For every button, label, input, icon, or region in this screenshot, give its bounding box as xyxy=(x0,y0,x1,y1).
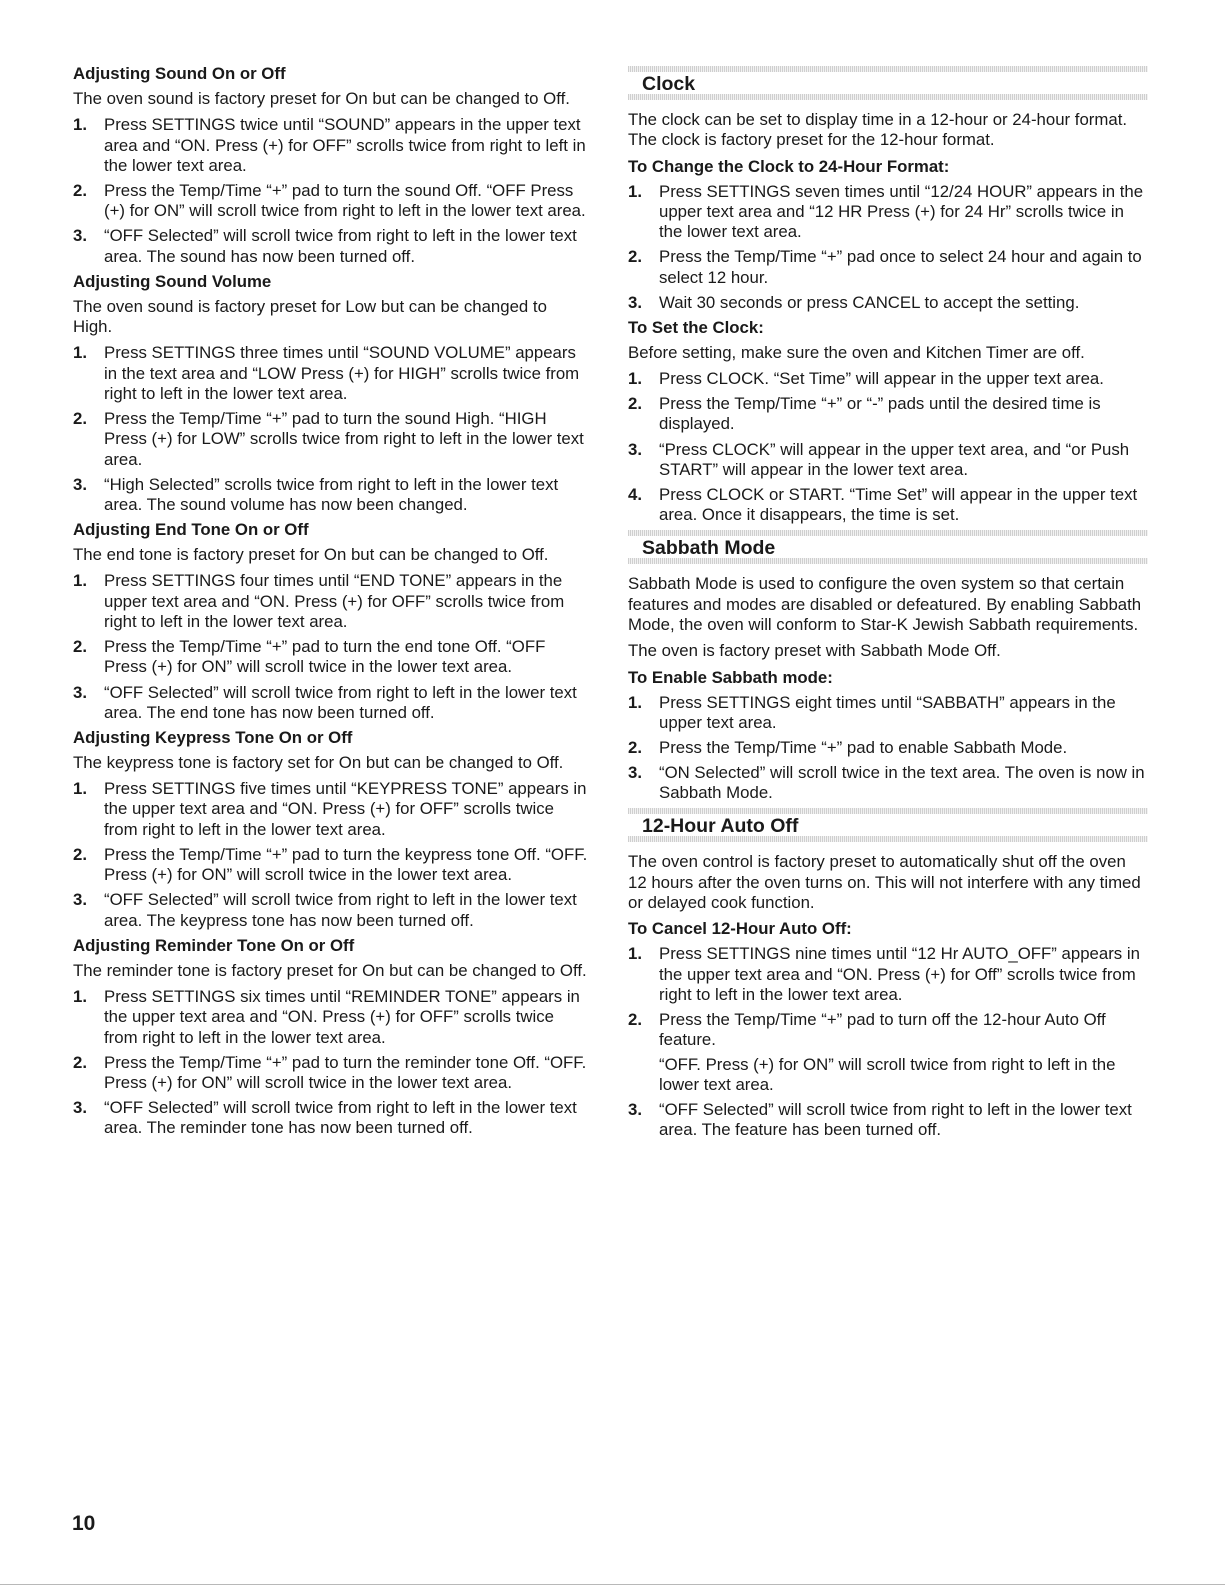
section-reminder-tone xyxy=(73,936,588,1139)
step-number: 3. xyxy=(73,890,87,910)
section-keypress-tone xyxy=(73,728,588,931)
step-list xyxy=(73,779,588,931)
step-text: Press CLOCK or START. “Time Set” will appear in the upper text area. Once it disappears, the time is set. xyxy=(659,484,1138,525)
section-banner xyxy=(628,808,1148,842)
section-heading: Adjusting Reminder Tone On or Off xyxy=(73,935,355,955)
subsection-intro: Before setting, make sure the oven and Kitchen Timer are off. xyxy=(628,342,1085,362)
step-text: Press SETTINGS six times until “REMINDER TONE” appears in the upper text area and “ON. Press (+) for OFF” scrolls twice from right to left in the lower text area. xyxy=(104,986,580,1047)
step-text: Press the Temp/Time “+” pad once to select 24 hour and again to select 12 hour. xyxy=(659,247,1142,287)
step-number: 3. xyxy=(73,474,87,494)
section-auto-off xyxy=(628,808,1148,1140)
section-heading: Adjusting Sound On or Off xyxy=(73,64,286,83)
step-item xyxy=(73,1053,588,1094)
step-number: 3. xyxy=(628,292,642,312)
step-text: Press the Temp/Time “+” pad to enable Sabbath Mode. xyxy=(659,737,1068,757)
step-text: Press the Temp/Time “+” pad to turn the sound Off. “OFF Press (+) for ON” will scroll twice from right to left in the lower text area. xyxy=(104,180,586,221)
section-intro: Sabbath Mode is used to configure the oven system so that certain features and modes are disabled or defeatured. By enabling Sabbath Mode, the oven will conform to Star-K Jewish Sabbath requirements. xyxy=(628,574,1142,634)
step-text: Press the Temp/Time “+” pad to turn off the 12-hour Auto Off feature. xyxy=(659,1009,1106,1050)
section-intro-2: The oven is factory preset with Sabbath Mode Off. xyxy=(628,641,1001,661)
step-number: 2. xyxy=(73,1052,87,1072)
subsection-heading: To Cancel 12-Hour Auto Off: xyxy=(628,919,852,939)
step-item xyxy=(628,1100,1148,1141)
step-text: Press SETTINGS four times until “END TONE” appears in the upper text area and “ON. Press (+) for OFF” scrolls twice from right to left in the lower text area. xyxy=(104,571,565,632)
step-list xyxy=(628,369,1148,525)
step-text: Press SETTINGS twice until “SOUND” appears in the upper text area and “ON. Press (+) for OFF” scrolls twice from right to left in the lower text area. xyxy=(104,115,586,175)
step-text: “Press CLOCK” will appear in the upper text area, and “or Push START” will appear in the lower text area. xyxy=(659,439,1130,479)
step-number: 3. xyxy=(73,226,87,246)
step-text: “OFF Selected” will scroll twice from right to left in the lower text area. The feature has been turned off. xyxy=(659,1099,1132,1140)
step-text: Press SETTINGS three times until “SOUND VOLUME” appears in the text area and “LOW Press (+) for HIGH” scrolls twice from right to left in the lower text area. xyxy=(104,343,580,403)
step-text: “OFF Selected” will scroll twice from right to left in the lower text area. The keypress tone has now been turned off. xyxy=(104,890,577,930)
subsection-heading: To Enable Sabbath mode: xyxy=(628,667,833,687)
section-intro: The keypress tone is factory set for On but can be changed to Off. xyxy=(73,752,564,772)
step-text: Press the Temp/Time “+” pad to turn the sound High. “HIGH Press (+) for LOW” scrolls twice from right to left in the lower text area. xyxy=(104,409,584,469)
section-sound-volume xyxy=(73,272,588,516)
section-intro: The clock can be set to display time in a 12-hour or 24-hour format. The clock is factory preset for the 12-hour format. xyxy=(628,110,1128,150)
step-item xyxy=(628,693,1148,734)
step-text: “OFF Selected” will scroll twice from right to left in the lower text area. The reminder tone has now been turned off. xyxy=(104,1098,577,1138)
section-banner xyxy=(628,66,1148,100)
step-item xyxy=(73,779,588,840)
step-item xyxy=(73,845,588,886)
step-number: 2. xyxy=(73,637,87,657)
step-text: “OFF Selected” will scroll twice from right to left in the lower text area. The end tone has now been turned off. xyxy=(104,682,577,722)
step-text: Press the Temp/Time “+” pad to turn the reminder tone Off. “OFF. Press (+) for ON” will scroll twice in the lower text area. xyxy=(104,1052,587,1092)
section-intro: The oven control is factory preset to automatically shut off the oven 12 hours after the oven turns on. This will not interfere with any timed or delayed cook function. xyxy=(628,852,1141,912)
step-item xyxy=(73,226,588,267)
step-number: 1. xyxy=(73,571,87,591)
step-number: 1. xyxy=(628,181,642,201)
step-item xyxy=(73,409,588,470)
step-list xyxy=(73,115,588,267)
section-heading: Adjusting End Tone On or Off xyxy=(73,520,309,540)
step-item xyxy=(73,637,588,678)
step-number: 1. xyxy=(73,115,87,135)
section-heading: Adjusting Keypress Tone On or Off xyxy=(73,727,353,747)
step-item xyxy=(73,343,588,404)
step-number: 1. xyxy=(73,986,87,1006)
step-item xyxy=(628,293,1148,313)
step-number: 1. xyxy=(628,692,642,712)
step-number: 3. xyxy=(73,1098,87,1118)
step-number: 2. xyxy=(628,1009,642,1029)
step-item xyxy=(73,181,588,222)
step-list xyxy=(628,182,1148,313)
step-text: Press SETTINGS five times until “KEYPRESS TONE” appears in the upper text area and “ON. Press (+) for OFF” scrolls twice from right to left in the lower text area. xyxy=(104,779,587,839)
section-sabbath xyxy=(628,530,1148,803)
page-number: 10 xyxy=(72,1512,96,1535)
section-sound-on-off xyxy=(73,64,588,267)
step-item xyxy=(73,115,588,176)
step-text: Press SETTINGS seven times until “12/24 HOUR” appears in the upper text area and “12 HR Press (+) for 24 Hr” scrolls twice in the lower text area. xyxy=(659,181,1144,242)
step-text: Press the Temp/Time “+” or “-” pads until the desired time is displayed. xyxy=(659,394,1101,434)
section-intro: The end tone is factory preset for On but can be changed to Off. xyxy=(73,545,549,565)
left-column xyxy=(73,64,588,1143)
section-intro: The oven sound is factory preset for Low but can be changed to High. xyxy=(73,296,547,337)
step-item xyxy=(73,683,588,724)
step-text: “High Selected” scrolls twice from right to left in the lower text area. The sound volume has now been changed. xyxy=(104,474,559,515)
step-number: 1. xyxy=(628,944,642,964)
step-number: 2. xyxy=(73,409,87,429)
step-number: 3. xyxy=(628,439,642,459)
step-number: 2. xyxy=(628,737,642,757)
step-item xyxy=(628,182,1148,243)
section-intro: The reminder tone is factory preset for On but can be changed to Off. xyxy=(73,960,587,980)
step-number: 4. xyxy=(628,484,642,504)
subsection-heading: To Change the Clock to 24-Hour Format: xyxy=(628,156,950,176)
section-title: Sabbath Mode xyxy=(642,537,776,560)
step-item xyxy=(73,987,588,1048)
step-text: Press the Temp/Time “+” pad to turn the end tone Off. “OFF Press (+) for ON” will scroll twice in the lower text area. xyxy=(104,637,546,677)
step-text: Press SETTINGS nine times until “12 Hr AUTO_OFF” appears in the upper text area and “ON. Press (+) for Off” scrolls twice from right to left in the lower text area. xyxy=(659,944,1140,1004)
step-item xyxy=(628,394,1148,435)
section-banner xyxy=(628,530,1148,564)
step-list xyxy=(628,693,1148,804)
step-text: Wait 30 seconds or press CANCEL to accept the setting. xyxy=(659,292,1080,312)
step-item xyxy=(628,247,1148,288)
step-number: 2. xyxy=(73,844,87,864)
step-continuation: “OFF. Press (+) for ON” will scroll twice from right to left in the lower text area. xyxy=(659,1054,1116,1094)
step-item xyxy=(73,571,588,632)
section-title: 12-Hour Auto Off xyxy=(642,815,799,838)
step-number: 2. xyxy=(628,394,642,414)
step-item xyxy=(628,944,1148,1005)
step-item xyxy=(628,738,1148,758)
step-list xyxy=(73,343,588,515)
step-item xyxy=(628,1010,1148,1095)
section-heading: Adjusting Sound Volume xyxy=(73,271,272,291)
step-list xyxy=(628,944,1148,1140)
step-text: “OFF Selected” will scroll twice from right to left in the lower text area. The sound has now been turned off. xyxy=(104,226,577,266)
step-text: Press SETTINGS eight times until “SABBATH” appears in the upper text area. xyxy=(659,692,1116,732)
section-end-tone xyxy=(73,520,588,723)
right-column xyxy=(628,64,1148,1145)
step-item xyxy=(73,890,588,931)
section-intro: The oven sound is factory preset for On but can be changed to Off. xyxy=(73,89,570,108)
step-list xyxy=(73,987,588,1139)
step-item xyxy=(628,485,1148,526)
section-clock xyxy=(628,66,1148,526)
step-item xyxy=(73,1098,588,1139)
step-text: “ON Selected” will scroll twice in the text area. The oven is now in Sabbath Mode. xyxy=(659,763,1145,803)
step-item xyxy=(628,763,1148,804)
subsection-heading: To Set the Clock: xyxy=(628,317,764,337)
step-number: 2. xyxy=(628,247,642,267)
section-title: Clock xyxy=(642,73,696,95)
step-number: 3. xyxy=(73,682,87,702)
step-item xyxy=(628,440,1148,481)
step-number: 2. xyxy=(73,180,87,200)
step-text: Press CLOCK. “Set Time” will appear in the upper text area. xyxy=(659,369,1104,389)
step-number: 1. xyxy=(73,779,87,799)
step-list xyxy=(73,571,588,723)
step-item xyxy=(73,475,588,516)
step-item xyxy=(628,369,1148,389)
step-number: 1. xyxy=(628,369,642,389)
step-number: 3. xyxy=(628,1099,642,1119)
step-number: 1. xyxy=(73,343,87,363)
step-number: 3. xyxy=(628,763,642,782)
step-text: Press the Temp/Time “+” pad to turn the keypress tone Off. “OFF. Press (+) for ON” will scroll twice in the lower text area. xyxy=(104,844,588,885)
